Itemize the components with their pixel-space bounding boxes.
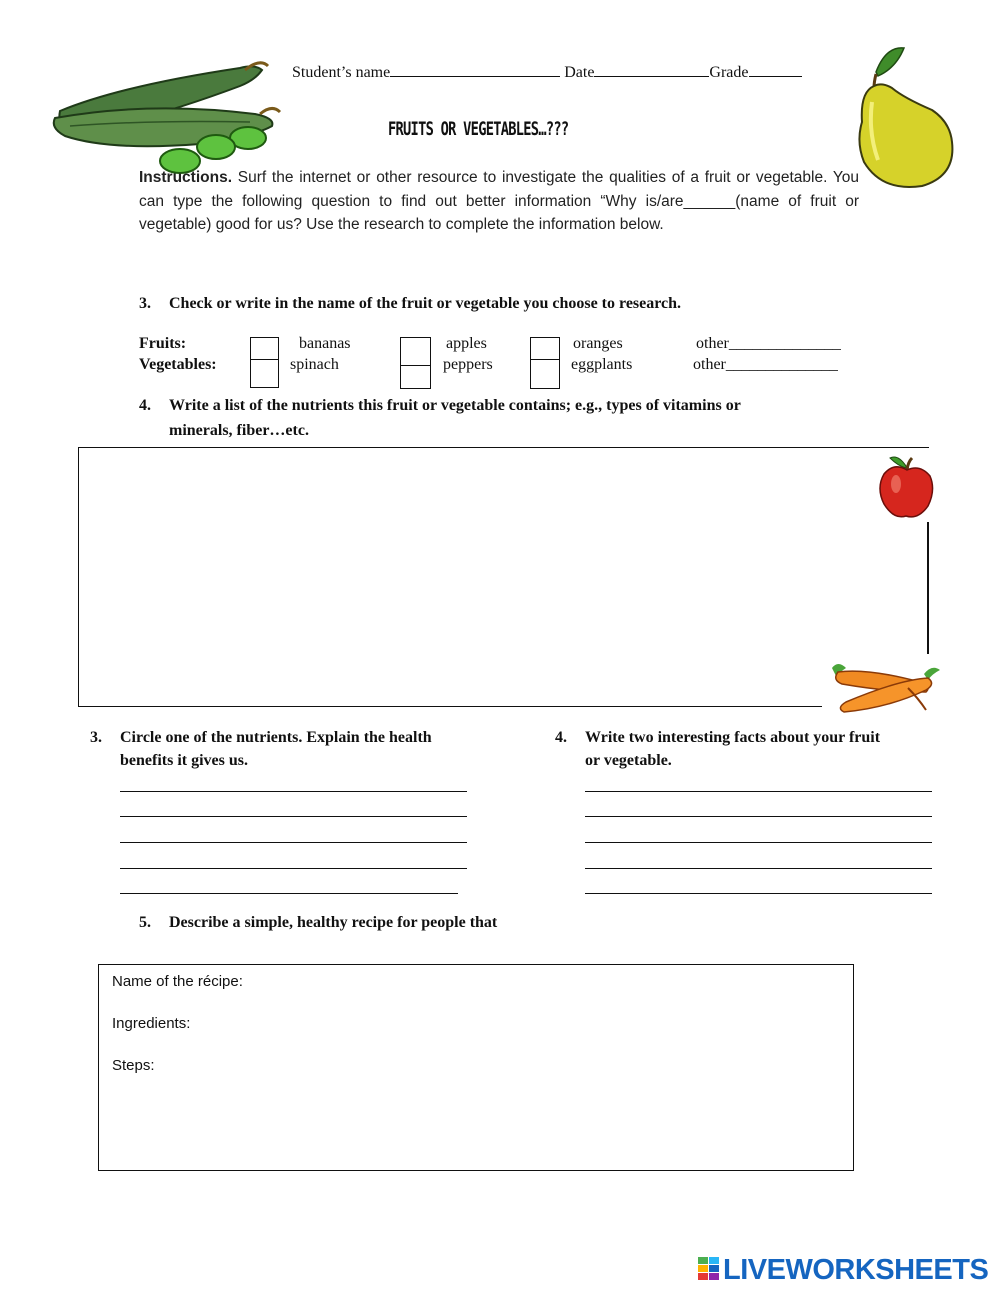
- option-fruit-other[interactable]: other______________: [696, 335, 841, 352]
- vegetables-label: Vegetables:: [139, 356, 217, 373]
- option-spinach: spinach: [290, 356, 339, 373]
- option-vegetable-other[interactable]: other______________: [693, 356, 838, 373]
- instructions-paragraph: [139, 166, 859, 237]
- pea-pods-image: [50, 56, 285, 176]
- question-nutrients: [139, 397, 741, 415]
- recipe-steps-label: Steps:: [112, 1057, 155, 1074]
- date-label: Date: [564, 64, 595, 81]
- fruits-label: Fruits:: [139, 335, 187, 352]
- question-number: 3.: [90, 729, 102, 746]
- answer-line[interactable]: [120, 868, 467, 869]
- answer-line[interactable]: [585, 791, 932, 792]
- student-name-field[interactable]: [390, 62, 560, 77]
- question-interesting-facts: [555, 729, 880, 747]
- liveworksheets-logo-icon: [698, 1256, 720, 1282]
- checkbox-eggplants[interactable]: [530, 359, 560, 389]
- pear-image: [852, 42, 962, 192]
- recipe-name-label: Name of the récipe:: [112, 973, 243, 990]
- answer-line[interactable]: [585, 868, 932, 869]
- question-text: Describe a simple, healthy recipe for people that: [169, 914, 498, 931]
- answer-line[interactable]: [585, 842, 932, 843]
- question-number: 4.: [555, 729, 567, 746]
- question-text: Check or write in the name of the fruit or vegetable you choose to research.: [169, 295, 682, 312]
- nutrients-box-bottom-border: [78, 706, 822, 707]
- question-text-line1: Write a list of the nutrients this fruit or vegetable contains; e.g., types of vitamins or: [169, 397, 741, 414]
- question-number: 3.: [139, 295, 151, 312]
- checkbox-spinach[interactable]: [250, 359, 279, 388]
- option-bananas: bananas: [299, 335, 351, 352]
- question-recipe: [139, 914, 497, 932]
- option-peppers: peppers: [443, 356, 493, 373]
- answer-line[interactable]: [120, 893, 458, 894]
- liveworksheets-brand: [698, 1254, 988, 1287]
- recipe-answer-box[interactable]: [98, 964, 854, 1171]
- checkbox-oranges[interactable]: [530, 337, 560, 361]
- question-number: 4.: [139, 397, 151, 414]
- answer-line[interactable]: [120, 791, 467, 792]
- option-eggplants: eggplants: [571, 356, 633, 373]
- option-oranges: oranges: [573, 335, 623, 352]
- checkbox-bananas[interactable]: [250, 337, 279, 361]
- apple-image: [876, 452, 938, 522]
- question-text-line1: Circle one of the nutrients. Explain the health: [120, 729, 432, 746]
- instructions-label: Instructions.: [139, 169, 233, 186]
- answer-line[interactable]: [585, 893, 932, 894]
- checkbox-apples[interactable]: [400, 337, 431, 367]
- question-text-line2: benefits it gives us.: [120, 752, 248, 769]
- grade-label: Grade: [709, 64, 749, 81]
- question-number: 5.: [139, 914, 151, 931]
- nutrients-box-right-border: [927, 522, 929, 654]
- grade-field[interactable]: [749, 62, 802, 77]
- instructions-text: Surf the internet or other resource to investigate the qualities of a fruit or vegetable. You can type the following question to find out better information “Why is/are______(name of fruit or vegetable) good for us? Use the research to complete the information below.: [139, 169, 860, 233]
- carrots-image: [828, 658, 943, 716]
- page-title: FRUITS OR VEGETABLES…???: [388, 118, 569, 140]
- student-info-line: [292, 62, 802, 82]
- date-field[interactable]: [594, 62, 709, 77]
- answer-line[interactable]: [120, 816, 467, 817]
- question-text-line2: or vegetable.: [585, 752, 672, 769]
- brand-text: LIVEWORKSHEETS: [723, 1254, 989, 1286]
- answer-line[interactable]: [120, 842, 467, 843]
- nutrients-answer-box[interactable]: [78, 447, 929, 707]
- question-check-fruit: [139, 295, 681, 313]
- option-apples: apples: [446, 335, 487, 352]
- answer-line[interactable]: [585, 816, 932, 817]
- question-circle-nutrient: [90, 729, 432, 747]
- recipe-ingredients-label: Ingredients:: [112, 1015, 191, 1032]
- checkbox-peppers[interactable]: [400, 365, 431, 389]
- question-text-line1: Write two interesting facts about your fruit: [585, 729, 881, 746]
- question-text-line2: minerals, fiber…etc.: [169, 422, 309, 439]
- student-name-label: Student’s name: [292, 64, 391, 81]
